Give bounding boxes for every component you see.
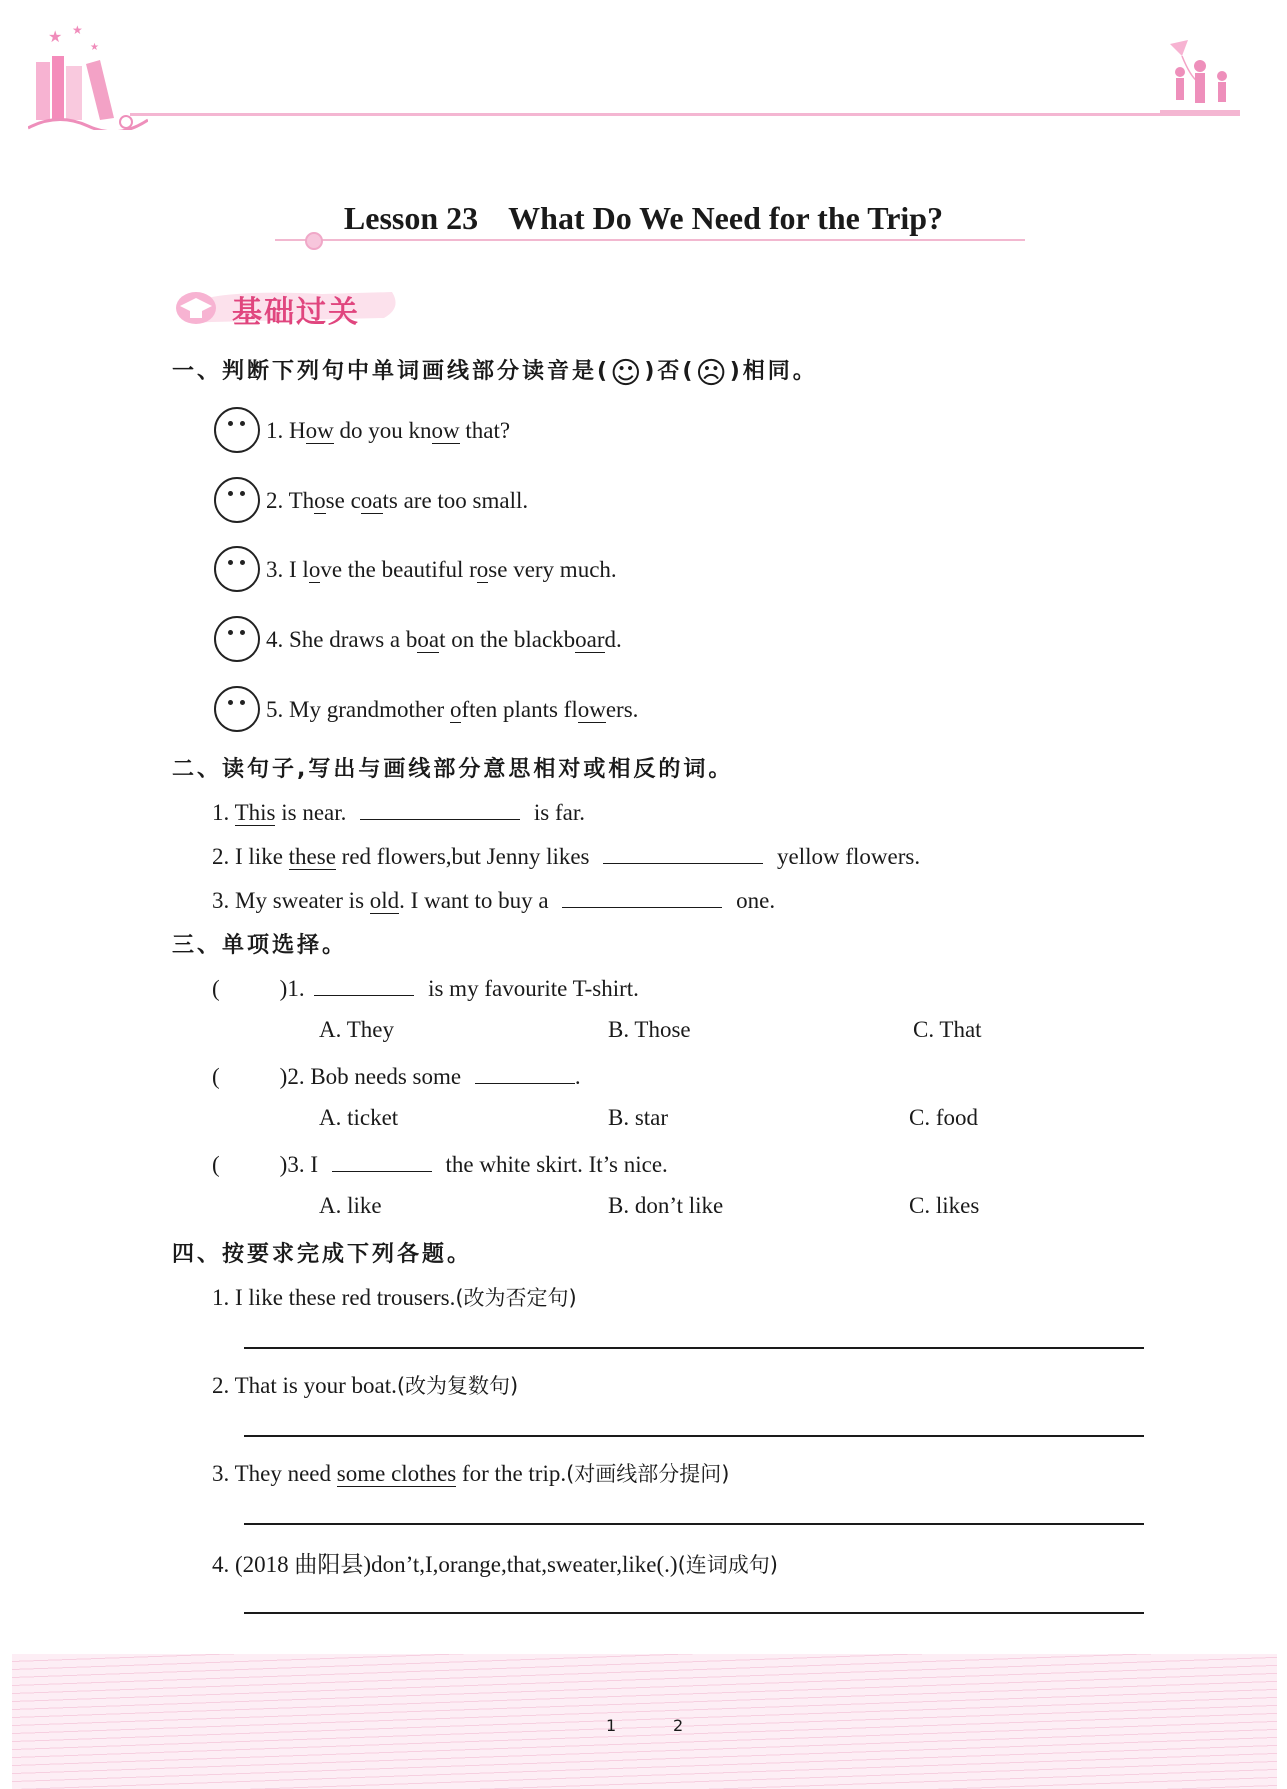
header-children-decoration — [1160, 36, 1240, 116]
fill-blank[interactable] — [332, 1149, 432, 1172]
header-rule — [130, 113, 1240, 116]
fill-blank[interactable] — [603, 841, 763, 864]
part3-item-3: ( )3. I the white skirt. It’s nice. — [212, 1149, 668, 1178]
option-b[interactable]: B. don’t like — [608, 1193, 724, 1218]
page-title — [0, 200, 1287, 237]
frown-face-icon: ☹ — [695, 356, 730, 391]
answer-face-1[interactable] — [214, 407, 260, 453]
part1-item-3: 3. I love the beautiful rose very much. — [266, 557, 617, 582]
answer-line[interactable] — [244, 1347, 1144, 1349]
part4-item-1: 1. I like these red trousers.(改为否定句) — [212, 1285, 577, 1310]
part1-item-4: 4. She draws a boat on the blackboard. — [266, 627, 622, 652]
part2-item-1: 1. This is near. is far. — [212, 797, 585, 826]
part4-item-3: 3. They need some clothes for the trip.(对画线部分提问) — [212, 1461, 730, 1486]
option-c[interactable]: C. likes — [909, 1193, 980, 1218]
answer-line[interactable] — [244, 1435, 1144, 1437]
answer-face-2[interactable] — [214, 477, 260, 523]
part1-heading-pre: 一、判断下列句中单词画线部分读音是( — [172, 359, 611, 384]
option-c[interactable]: C. That — [913, 1017, 982, 1042]
option-a[interactable]: A. ticket — [319, 1105, 399, 1130]
answer-line[interactable] — [244, 1612, 1144, 1614]
part4-item-4: 4. (2018 曲阳县)don’t,I,orange,that,sweater,like(.)(连词成句) — [212, 1552, 778, 1577]
svg-text:★: ★ — [72, 23, 83, 37]
fill-blank[interactable] — [562, 885, 722, 908]
part4-item-2: 2. That is your boat.(改为复数句) — [212, 1373, 519, 1398]
answer-face-4[interactable] — [214, 616, 260, 662]
part4-heading: 四、按要求完成下列各题。 — [172, 1242, 473, 1267]
answer-paren[interactable] — [220, 1150, 280, 1172]
part1-item-2: 2. Those coats are too small. — [266, 488, 529, 513]
answer-paren[interactable] — [220, 1062, 280, 1084]
title-dot-icon — [305, 232, 323, 250]
part2-item-2: 2. I like these red flowers,but Jenny likes yellow flowers. — [212, 841, 920, 870]
smile-face-icon: ☺ — [610, 356, 645, 391]
option-a[interactable]: A. like — [319, 1193, 382, 1218]
answer-face-5[interactable] — [214, 686, 260, 732]
svg-text:★: ★ — [48, 27, 63, 46]
option-b[interactable]: B. Those — [608, 1017, 691, 1042]
answer-line[interactable] — [244, 1523, 1144, 1525]
part1-heading — [172, 354, 818, 391]
answer-paren[interactable] — [220, 974, 280, 996]
children-kite-icon — [1160, 36, 1240, 116]
part1-heading-post: )相同。 — [729, 359, 818, 384]
part2-heading: 二、读句子,写出与画线部分意思相对或相反的词。 — [172, 757, 734, 782]
answer-face-3[interactable] — [214, 546, 260, 592]
lesson-name: What Do We Need for the Trip? — [508, 200, 944, 236]
section-title: 基础过关 — [232, 295, 360, 330]
footer-band — [12, 1654, 1277, 1789]
part2-item-3: 3. My sweater is old. I want to buy a one. — [212, 885, 775, 914]
page-number-right: 2 — [673, 1716, 684, 1735]
svg-text:★: ★ — [90, 42, 99, 53]
part3-item-1: ( )1. is my favourite T-shirt. — [212, 973, 639, 1002]
part1-item-1: 1. How do you know that? — [266, 418, 511, 443]
fill-blank[interactable] — [475, 1061, 575, 1084]
title-underline — [275, 239, 1025, 241]
part3-item-2: ( )2. Bob needs some . — [212, 1061, 581, 1090]
lesson-number: Lesson 23 — [343, 200, 479, 236]
fill-blank[interactable] — [314, 973, 414, 996]
fill-blank[interactable] — [360, 797, 520, 820]
page-number-left: 1 — [606, 1716, 617, 1735]
part1-item-5: 5. My grandmother often plants flowers. — [266, 697, 639, 722]
part3-heading: 三、单项选择。 — [172, 933, 348, 958]
option-c[interactable]: C. food — [909, 1105, 978, 1130]
option-a[interactable]: A. They — [319, 1017, 394, 1042]
option-b[interactable]: B. star — [608, 1105, 669, 1130]
part1-heading-mid: )否( — [644, 359, 696, 384]
